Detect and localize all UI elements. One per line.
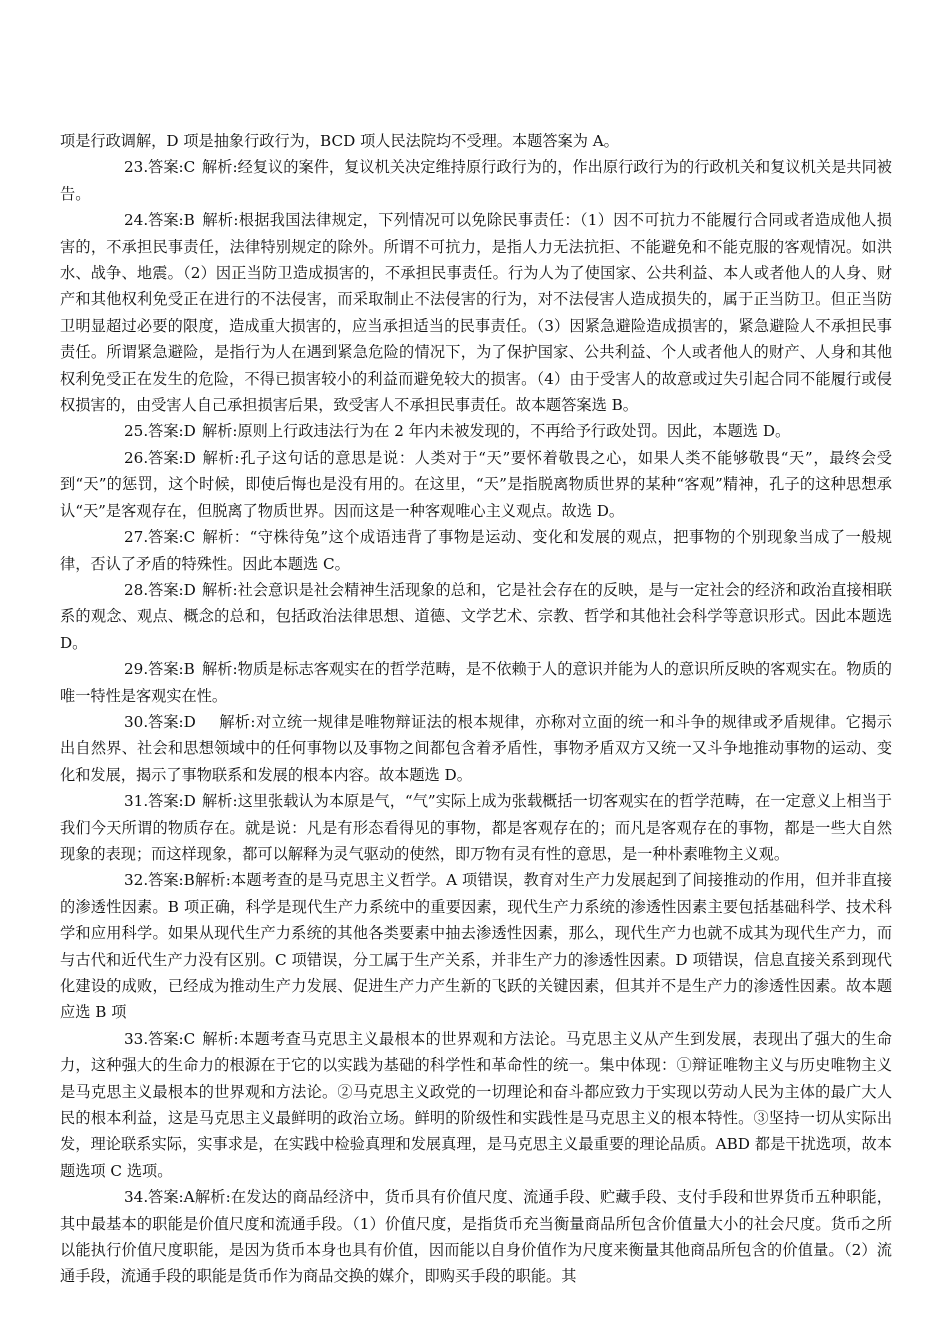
- answer-item-24: [60, 207, 892, 418]
- analysis-text: 解析:对立统一规律是唯物辩证法的根本规律，亦称对立面的统一和斗争的规律或矛盾规律。它揭示出自然界、社会和思想领域中的任何事物以及事物之间都包含着矛盾性，事物矛盾双方又统一又斗争地推动事物的运动、变化和发展，揭示了事物联系和发展的根本内容。故本题选 D。: [60, 712, 892, 784]
- analysis-text: 解析：“守株待兔”这个成语违背了事物是运动、变化和发展的观点，把事物的个别现象当成了一般规律，否认了矛盾的特殊性。因此本题选 C。: [60, 528, 892, 573]
- answer-item-27: [60, 524, 892, 577]
- answer-item-33: [60, 1026, 892, 1184]
- analysis-text: 解析:本题考查马克思主义最根本的世界观和方法论。马克思主义从产生到发展，表现出了强大的生命力，这种强大的生命力的根源在于它的以实践为基础的科学性和革命性的统一。集中体现：①辩证唯物主义与历史唯物主义是马克思主义最根本的世界观和方法论。②马克思主义政党的一切理论和奋斗都应致力于实现以劳动人民为主体的最广大人民的根本利益，这是马克思主义最鲜明的政治立场。鲜明的阶级性和实践性是马克思主义的根本特性。③坚持一切从实际出发，理论联系实际，实事求是，在实践中检验真理和发展真理，是马克思主义最重要的理论品质。ABD 都是干扰选项，故本题选项 C 选项。: [60, 1029, 892, 1180]
- answer-item-30: [60, 709, 892, 788]
- analysis-text: 解析:社会意识是社会精神生活现象的总和，它是社会存在的反映，是与一定社会的经济和政治直接相联系的观念、观点、概念的总和，包括政治法律思想、道德、文学艺术、宗教、哲学和其他社会科学等意识形式。因此本题选 D。: [60, 580, 892, 652]
- answer-label: 32.答案:B: [124, 871, 195, 890]
- analysis-text: 解析:经复议的案件，复议机关决定维持原行政行为的，作出原行政行为的行政机关和复议机关是共同被告。: [60, 158, 892, 203]
- answer-label: 27.答案:C: [124, 528, 196, 547]
- answer-label: 24.答案:B: [124, 211, 195, 230]
- analysis-text: 解析:孔子这句话的意思是说：人类对于“天”要怀着敬畏之心，如果人类不能够敬畏“天”，最终会受到“天”的惩罚，这个时候，即使后悔也是没有用的。在这里，“天”是指脱离物质世界的某种“客观”精神，孔子的这种思想承认“天”是客观存在，但脱离了物质世界。因而这是一种客观唯心主义观点。故选 D。: [60, 448, 892, 520]
- answer-label: 23.答案:C: [124, 158, 196, 177]
- answer-item-28: [60, 577, 892, 656]
- answer-item-25: [60, 418, 892, 444]
- answer-label: 25.答案:D: [124, 422, 196, 441]
- answer-item-34: [60, 1184, 892, 1290]
- answer-label: 34.答案:A: [124, 1188, 195, 1207]
- answer-item-26: [60, 445, 892, 524]
- answer-label: 31.答案:D: [124, 792, 196, 811]
- analysis-text: 解析:这里张载认为本原是气，“气”实际上成为张载概括一切客观实在的哲学范畴，在一定意义上相当于我们今天所谓的物质存在。就是说：凡是有形态看得见的事物，都是客观存在的；而凡是客观存在的事物，都是一些大自然现象的表现；而这样现象，都可以解释为灵气驱动的使然，即万物有灵有性的意思，是一种朴素唯物主义观。: [60, 792, 892, 863]
- answer-label: 26.答案:D: [124, 448, 196, 467]
- analysis-text: 解析:在发达的商品经济中，货币具有价值尺度、流通手段、贮藏手段、支付手段和世界货币五种职能，其中最基本的职能是价值尺度和流通手段。（1）价值尺度，是指货币充当衡量商品所包含价值量大小的社会尺度。货币之所以能执行价值尺度职能，是因为货币本身也具有价值，因而能以自身价值作为尺度来衡量其他商品所包含的价值量。（2）流通手段，流通手段的职能是货币作为商品交换的媒介，即购买手段的职能。其: [60, 1188, 892, 1286]
- answer-item-31: [60, 788, 892, 867]
- analysis-text: 解析:本题考查的是马克思主义哲学。A 项错误，教育对生产力发展起到了间接推动的作用，但并非直接的渗透性因素。B 项正确，科学是现代生产力系统中的重要因素，现代生产力系统的渗透性因素主要包括基础科学、技术科学和应用科学。如果从现代生产力系统的其他各类要素中抽去渗透性因素，那么，现代生产力也就不成其为现代生产力，而与古代和近代生产力没有区别。C 项错误，分工属于生产关系，并非生产力的渗透性因素。D 项错误，信息直接关系到现代化建设的成败，已经成为推动生产力发展、促进生产力产生新的飞跃的关键因素，但其并不是生产力的渗透性因素。故本题应选 B 项: [60, 871, 892, 1022]
- answer-label: 33.答案:C: [124, 1029, 196, 1048]
- analysis-text: 解析:原则上行政违法行为在 2 年内未被发现的，不再给予行政处罚。因此，本题选 D。: [202, 422, 791, 441]
- document-page: [60, 128, 892, 1290]
- answer-label: 30.答案:D: [124, 712, 196, 731]
- answer-item-23: [60, 154, 892, 207]
- analysis-text: 解析:根据我国法律规定，下列情况可以免除民事责任：（1）因不可抗力不能履行合同或者造成他人损害的，不承担民事责任，法律特别规定的除外。所谓不可抗力，是指人力无法抗拒、不能避免和不能克服的客观情况。如洪水、战争、地震。（2）因正当防卫造成损害的，不承担民事责任。行为人为了使国家、公共利益、本人或者他人的人身、财产和其他权利免受正在进行的不法侵害，而采取制止不法侵害的行为，对不法侵害人造成损失的，属于正当防卫。但正当防卫明显超过必要的限度，造成重大损害的，应当承担适当的民事责任。（3）因紧急避险造成损害的，紧急避险人不承担民事责任。所谓紧急避险，是指行为人在遇到紧急危险的情况下，为了保护国家、公共利益、个人或者他人的财产、人身和其他权利免受正在发生的危险，不得已损害较小的利益而避免较大的损害。（4）由于受害人的故意或过失引起合同不能履行或侵权损害的，由受害人自己承担损害后果，致受害人不承担民事责任。故本题答案选 B。: [60, 211, 892, 415]
- answer-label: 28.答案:D: [124, 580, 196, 599]
- analysis-text: 解析:物质是标志客观实在的哲学范畴，是不依赖于人的意识并能为人的意识所反映的客观实在。物质的唯一特性是客观实在性。: [60, 660, 892, 705]
- answer-item-32: [60, 867, 892, 1025]
- intro-paragraph: 项是行政调解，D 项是抽象行政行为，BCD 项人民法院均不受理。本题答案为 A。: [60, 132, 619, 150]
- answer-label: 29.答案:B: [124, 660, 195, 679]
- answer-item-29: [60, 656, 892, 709]
